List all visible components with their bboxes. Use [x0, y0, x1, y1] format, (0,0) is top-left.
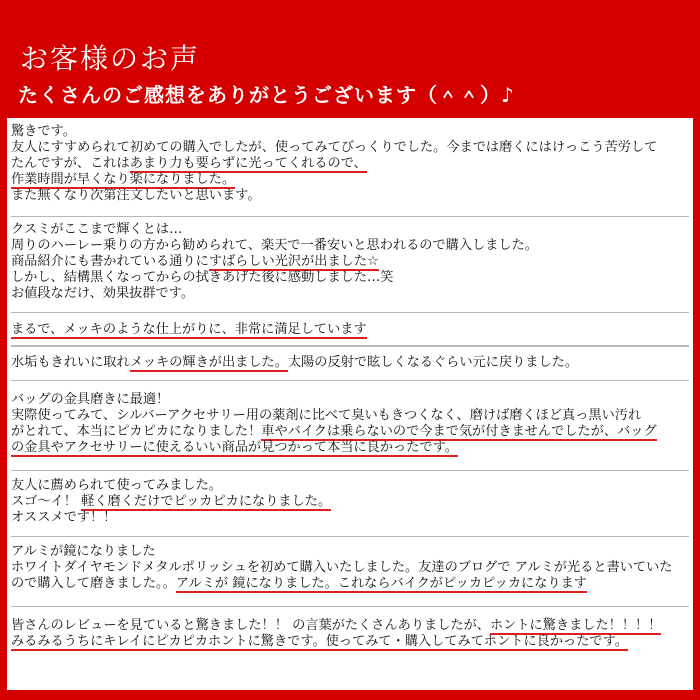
review-text: ホワイトダイヤモンドメタルポリッシュを初めて購入いたしました。友達のブログで アルミが光ると書いていた	[11, 560, 673, 575]
review-6	[11, 478, 331, 526]
review-text: オススメです！！	[11, 510, 117, 525]
review-text-line	[11, 140, 657, 156]
review-4	[11, 355, 578, 371]
review-text-line	[11, 544, 672, 560]
review-text: 商品紹介にも書かれている通りに	[11, 254, 209, 269]
highlighted-text: みるみるうちにキレイにピカピカホントに驚きです。使ってみて・購入してみてホントに良かったです。	[11, 634, 628, 649]
review-text-line	[11, 440, 657, 456]
review-text: 皆さんのレビューを見ていると驚きました！！ の言葉がたくさんありましたが、	[11, 618, 490, 633]
review-text-line	[11, 172, 657, 188]
review-text-line	[11, 392, 657, 408]
review-text-line	[11, 188, 657, 204]
review-text-line	[11, 238, 538, 254]
highlighted-text: すばらしい光沢が出ました☆	[208, 254, 379, 269]
highlighted-text: アルミが 鏡になりました。これならバイクがピッカピッカになります	[175, 576, 587, 591]
review-text: バッグの金具磨きに最適！	[11, 392, 170, 407]
review-2	[11, 222, 538, 302]
review-text-line	[11, 222, 538, 238]
review-text: たんですが、これは	[11, 156, 130, 171]
review-text-line	[11, 576, 672, 592]
header-banner	[0, 0, 700, 118]
review-text-line	[11, 408, 657, 424]
page-title: お客様のお声	[20, 42, 201, 75]
review-text-line	[11, 156, 657, 172]
review-text-line	[11, 634, 661, 650]
review-divider	[11, 345, 689, 347]
reviews-panel	[7, 118, 693, 690]
review-text-line	[11, 254, 538, 270]
review-text: また無くなり次第注文したいと思います。	[11, 188, 261, 203]
review-text-line	[11, 322, 367, 338]
review-text: アルミが鏡になりました	[11, 544, 156, 559]
review-text-line	[11, 424, 657, 440]
review-text-line	[11, 618, 661, 634]
review-text: 驚きです。	[11, 124, 76, 139]
review-text-line	[11, 355, 578, 371]
highlighted-text: 軽く磨くだけでピッカピカになりました。	[81, 494, 332, 509]
highlighted-text: 作業時間が早くなり楽になりました。	[11, 172, 236, 187]
review-text: 太陽の反射で眩しくなるぐらい元に戻りました。	[287, 355, 579, 370]
review-3	[11, 322, 367, 338]
review-text: 実際使ってみて、シルバーアクセサリー用の薬剤に比べて臭いもきつくなく、磨けば磨くほど真っ黒い汚れ	[11, 408, 642, 423]
highlighted-text: まるで、メッキのような仕上がりに、非常に満足しています	[11, 322, 367, 337]
review-text-line	[11, 478, 331, 494]
review-text: 友人に薦められて使ってみました。	[11, 478, 222, 493]
highlighted-text: あまり力も要らずに光ってくれるので、	[129, 156, 367, 171]
page-subtitle: たくさんのご感想をありがとうございます（＾＾）♪	[18, 83, 515, 107]
review-text: 水垢もきれいに取れ	[11, 355, 130, 370]
review-text-line	[11, 286, 538, 302]
review-text-line	[11, 494, 331, 510]
highlighted-text: メッキの輝きが出ました。	[129, 355, 288, 370]
review-divider	[11, 470, 689, 471]
review-5	[11, 392, 657, 456]
review-text: スゴ～イ！	[11, 494, 82, 509]
review-text: ので購入して磨きました。。	[11, 576, 176, 591]
highlighted-text: 車やバイクは乗らないので今まで気が付きませんでしたが、バッグ	[261, 424, 657, 439]
review-divider	[11, 216, 689, 217]
review-divider	[11, 536, 689, 537]
review-7	[11, 544, 672, 592]
review-text: がとれて、本当にピカピカになりました！	[11, 424, 262, 439]
highlighted-text: の金具やアクセサリーに使えるいい商品が見つかって本当に良かったです。	[11, 440, 458, 455]
review-divider	[11, 312, 689, 313]
review-text: 友人にすすめられて初めての購入でしたが、使ってみてびっくりでした。今までは磨くにはけっこう苦労して	[11, 140, 658, 155]
review-divider	[11, 606, 689, 607]
review-8	[11, 618, 661, 650]
review-text: クスミがここまで輝くとは…	[11, 222, 183, 237]
review-text-line	[11, 124, 657, 140]
review-divider	[11, 380, 689, 381]
highlighted-text: ホントに驚きました！！！！	[489, 618, 662, 633]
review-text: しかし、結構黒くなってからの拭きあげた後に感動しました…笑	[11, 270, 394, 285]
review-text: お値段なだけ、効果抜群です。	[11, 286, 195, 301]
review-1	[11, 124, 657, 204]
review-text-line	[11, 270, 538, 286]
review-text: 周りのハーレー乗りの方から勧められて、楽天で一番安いと思われるので購入しました。	[11, 238, 538, 253]
review-text-line	[11, 560, 672, 576]
review-text-line	[11, 510, 331, 526]
